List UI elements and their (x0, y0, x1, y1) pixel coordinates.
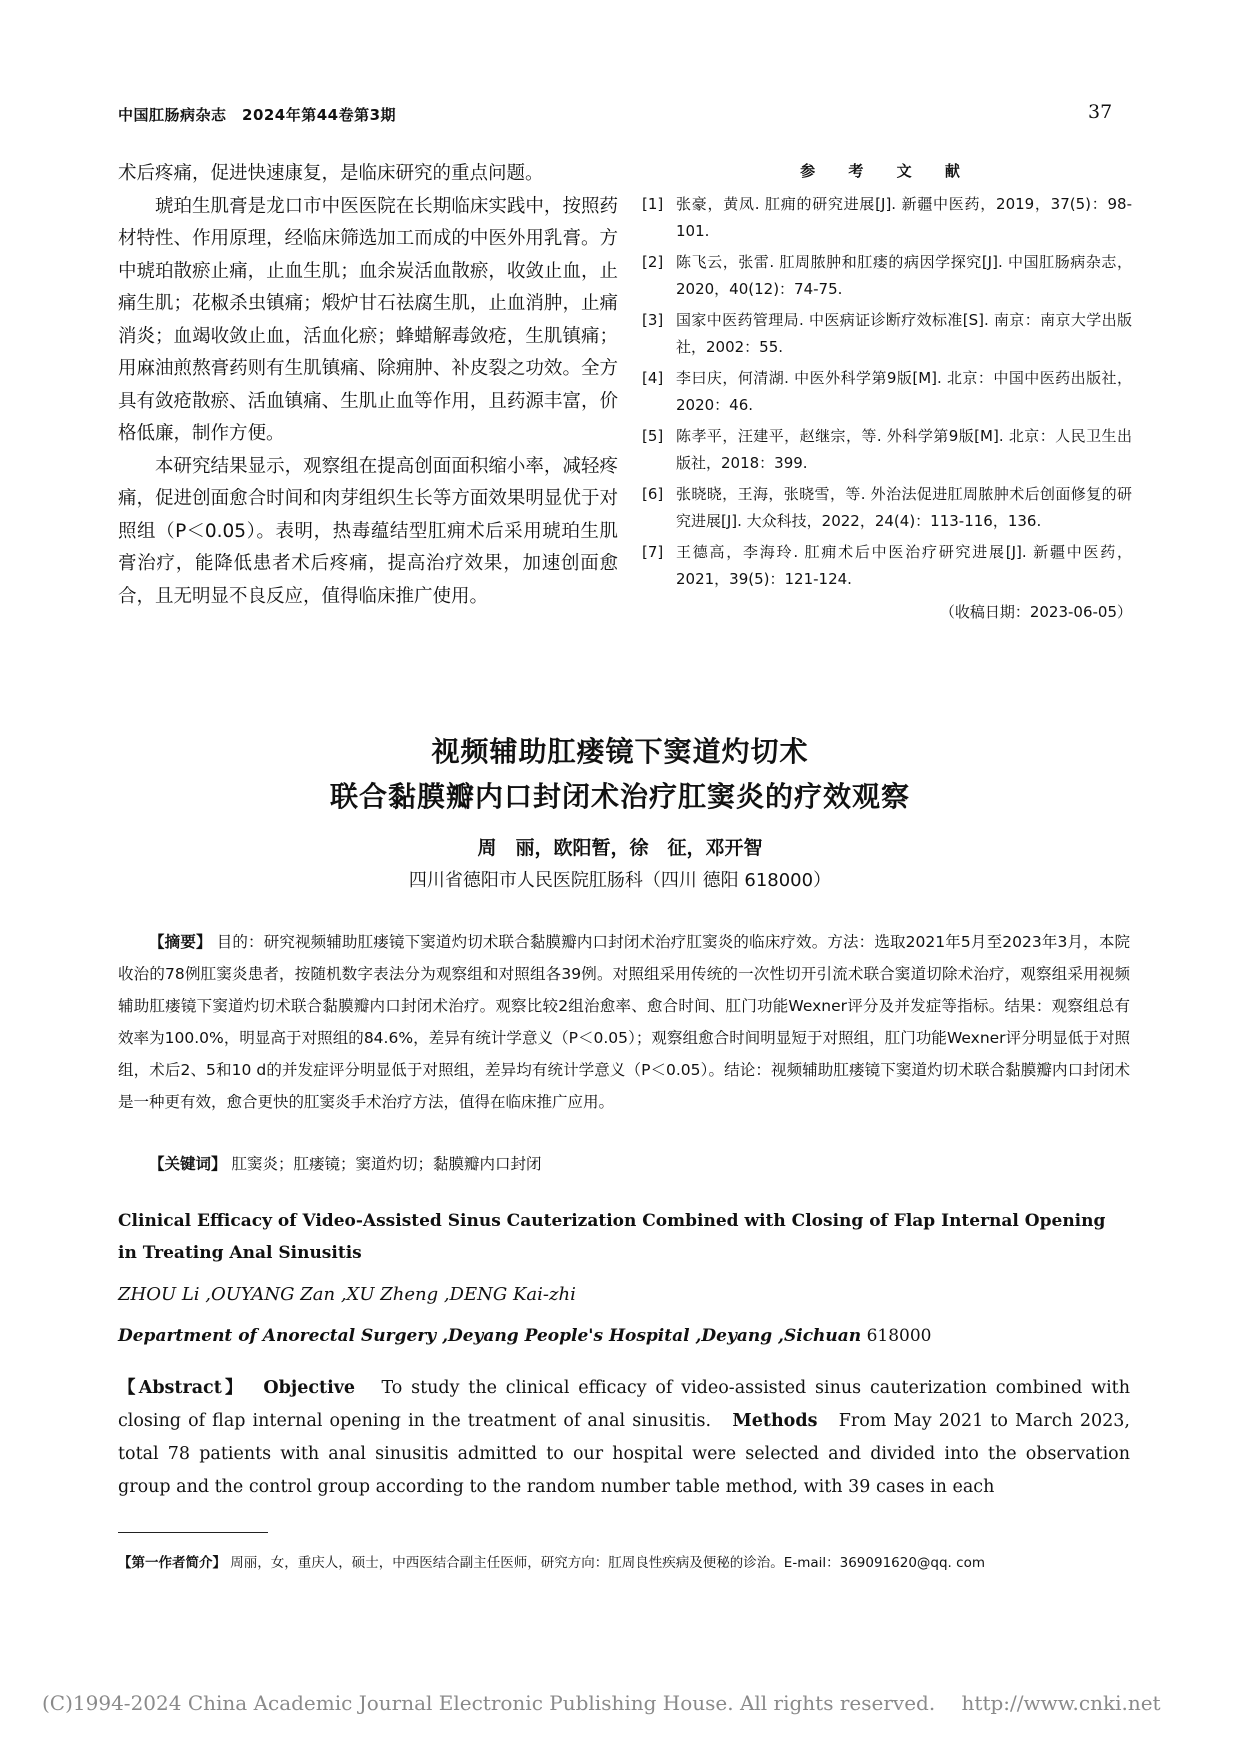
affiliation-cn: 四川省德阳市人民医院肛肠科（四川 德阳 618000） (408, 870, 832, 891)
objective-text: To study the clinical efficacy of video-assisted sinus cauterization combined with closing of flap internal opening in the treatment of anal sinusitis. (118, 1378, 1130, 1431)
affiliation-en-text: Department of Anorectal Surgery ,Deyang People's Hospital ,Deyang ,Sichuan (118, 1326, 862, 1346)
reference-item (642, 481, 1132, 535)
abstract-en (118, 1372, 1130, 1504)
reference-item (642, 307, 1132, 361)
footnote-divider (118, 1532, 268, 1533)
paragraph: 本研究结果显示，观察组在提高创面面积缩小率，减轻疼痛，促进创面愈合时间和肉芽组织生长等方面效果明显优于对照组（P＜0.05）。表明，热毒蕴结型肛痈术后采用琥珀生肌膏治疗，能降低患者术后疼痛，提高治疗效果，加速创面愈合，且无明显不良反应，值得临床推广使用。 (118, 455, 618, 607)
reference-text: 陈飞云，张雷. 肛周脓肿和肛瘘的病因学探究[J]. 中国肛肠病杂志，2020，40(12)：74-75. (676, 253, 1132, 298)
keywords-label: 【关键词】 (149, 1155, 227, 1173)
reference-text: 王德高，李海玲. 肛痈术后中医治疗研究进展[J]. 新疆中医药，2021，39(5)：121-124. (676, 543, 1132, 588)
received-date: （收稿日期：2023-06-05） (939, 603, 1132, 621)
reference-item (642, 539, 1132, 593)
reference-text: 张晓晓，王海，张晓雪，等. 外治法促进肛周脓肿术后创面修复的研究进展[J]. 大众科技，2022，24(4)：113-116，136. (676, 485, 1132, 530)
affiliation-en-zip: 618000 (866, 1326, 932, 1346)
reference-item (642, 249, 1132, 303)
journal-header: 中国肛肠病杂志 2024年第44卷第3期 (118, 106, 397, 124)
author-footnote (118, 1551, 1130, 1571)
article-title-line2: 联合黏膜瓣内口封闭术治疗肛窦炎的疗效观察 (329, 780, 910, 813)
abstract-cn-text: 目的：研究视频辅助肛瘘镜下窦道灼切术联合黏膜瓣内口封闭术治疗肛窦炎的临床疗效。方法：选取2021年5月至2023年3月，本院收治的78例肛窦炎患者，按随机数字表法分为观察组和对照组各39例。对照组采用传统的一次性切开引流术联合窦道切除术治疗，观察组采用视频辅助肛瘘镜下窦道灼切术联合黏膜瓣内口封闭术治疗。观察比较2组治愈率、愈合时间、肛门功能Wexner评分及并发症等指标。结果：观察组总有效率为100.0%，明显高于对照组的84.6%，差异有统计学意义（P＜0.05）；观察组愈合时间明显短于对照组，肛门功能Wexner评分明显低于对照组，术后2、5和10 d的并发症评分明显低于对照组，差异均有统计学意义（P＜0.05）。结论：视频辅助肛瘘镜下窦道灼切术联合黏膜瓣内口封闭术是一种更有效，愈合更快的肛窦炎手术治疗方法，值得在临床推广应用。 (118, 933, 1130, 1111)
left-column-text (118, 158, 618, 613)
keywords-text: 肛窦炎；肛瘘镜；窦道灼切；黏膜瓣内口封闭 (231, 1155, 542, 1173)
authors-cn: 周 丽，欧阳暂，徐 征，邓开智 (477, 837, 763, 859)
references-title: 参 考 文 献 (800, 162, 974, 180)
abstract-en-label: 【Abstract】 (118, 1378, 246, 1398)
reference-number: [4] (642, 369, 664, 387)
references-section (642, 160, 1132, 626)
paragraph: 琥珀生肌膏是龙口市中医医院在长期临床实践中，按照药材特性、作用原理，经临床筛选加工而成的中医外用乳膏。方中琥珀散瘀止痛，止血生肌；血余炭活血散瘀，收敛止血，止痛生肌；花椒杀虫镇痛；煅炉甘石祛腐生肌，止血消肿，止痛消炎；血竭收敛止血，活血化瘀；蜂蜡解毒敛疮，生肌镇痛；用麻油煎熬膏药则有生肌镇痛、除痈肿、补皮裂之功效。全方具有敛疮散瘀、活血镇痛、生肌止血等作用，且药源丰富，价格低廉，制作方便。 (118, 195, 618, 444)
article-title-en: Clinical Efficacy of Video-Assisted Sinus Cauterization Combined with Closing of Flap Internal Opening in Treating Anal Sinusitis (118, 1211, 1106, 1263)
authors-en: ZHOU Li ,OUYANG Zan ,XU Zheng ,DENG Kai-zhi (118, 1284, 576, 1305)
reference-number: [7] (642, 543, 664, 561)
abstract-cn (118, 926, 1130, 1118)
abstract-cn-label: 【摘要】 (149, 933, 212, 951)
footnote-label: 【第一作者简介】 (118, 1555, 226, 1571)
paragraph: 术后疼痛，促进快速康复，是临床研究的重点问题。 (118, 163, 544, 184)
reference-item (642, 191, 1132, 245)
footnote-text: 周丽，女，重庆人，硕士，中西医结合副主任医师，研究方向：肛周良性疾病及便秘的诊治。E-mail：369091620@qq. com (230, 1555, 985, 1571)
keywords-cn (118, 1152, 1130, 1174)
reference-number: [6] (642, 485, 664, 503)
methods-label: Methods (732, 1411, 818, 1431)
reference-text: 国家中医药管理局. 中医病证诊断疗效标准[S]. 南京：南京大学出版社，2002：55. (676, 311, 1132, 356)
objective-label: Objective (263, 1378, 356, 1398)
reference-number: [5] (642, 427, 664, 445)
reference-number: [2] (642, 253, 664, 271)
reference-number: [3] (642, 311, 664, 329)
reference-text: 陈孝平，汪建平，赵继宗，等. 外科学第9版[M]. 北京：人民卫生出版社，2018：399. (676, 427, 1132, 472)
copyright-notice: (C)1994-2024 China Academic Journal Electronic Publishing House. All rights reserved. http://www.cnki.net (42, 1691, 1161, 1715)
reference-text: 李曰庆，何清湖. 中医外科学第9版[M]. 北京：中国中医药出版社，2020：46. (676, 369, 1132, 414)
reference-item (642, 423, 1132, 477)
article-title-line1: 视频辅助肛瘘镜下窦道灼切术 (431, 735, 809, 768)
affiliation-en (118, 1326, 1130, 1346)
page-number: 37 (1088, 101, 1113, 123)
reference-item (642, 365, 1132, 419)
reference-number: [1] (642, 195, 664, 213)
reference-text: 张豪，黄凤. 肛痈的研究进展[J]. 新疆中医药，2019，37(5)：98-101. (676, 195, 1132, 240)
methods-text: From May 2021 to March 2023, total 78 patients with anal sinusitis admitted to our hospital were selected and divided into the observation group and the control group according to the random number table method, with 39 cases in each (118, 1411, 1130, 1497)
